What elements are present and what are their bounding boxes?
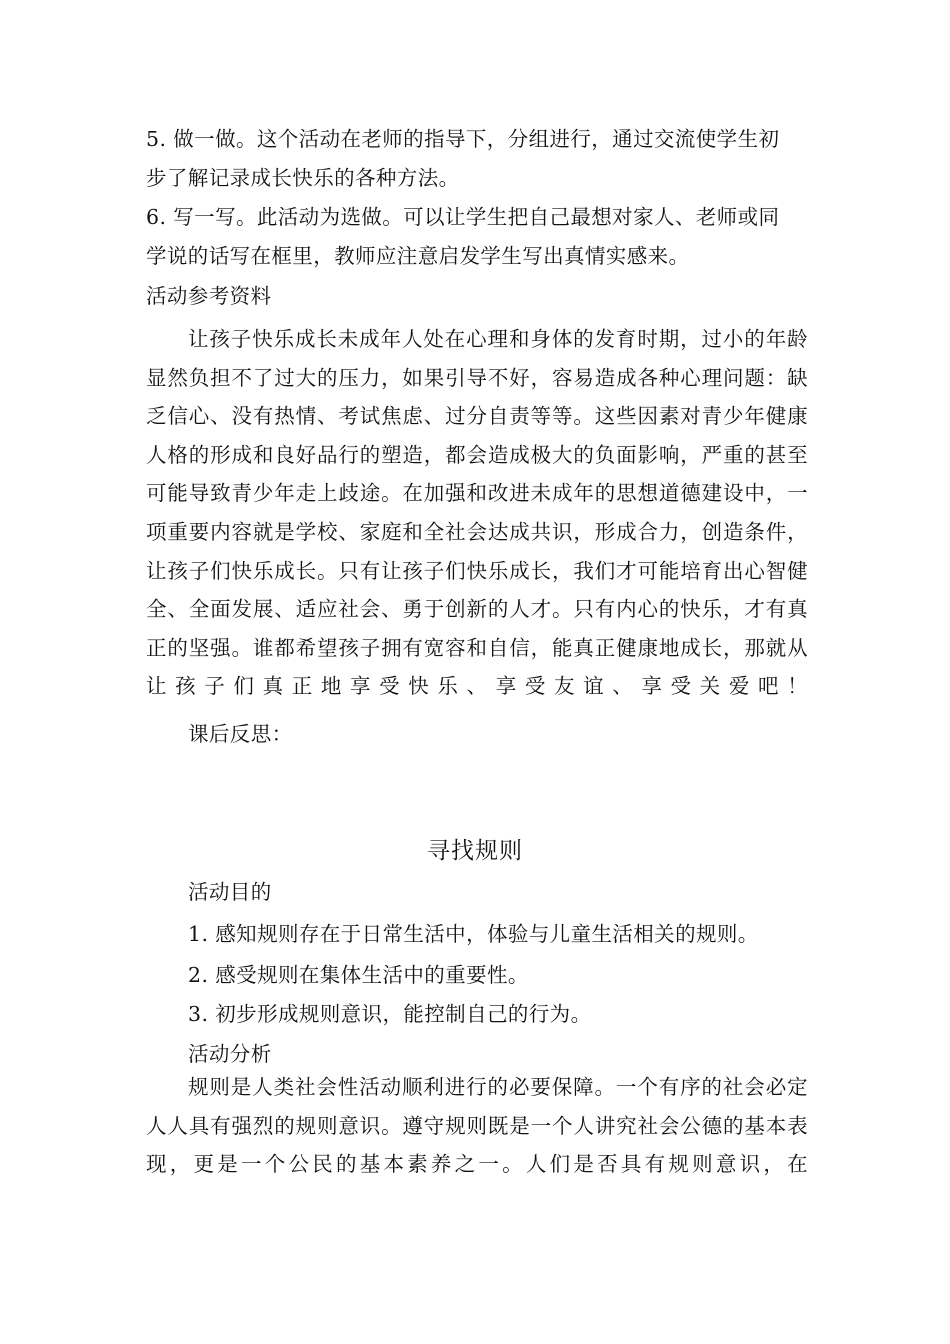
item-6-line-1: 6. 写一写。此活动为选做。可以让学生把自己最想对家人、老师或同 (146, 205, 780, 229)
reference-body: 让孩子快乐成长未成年人处在心理和身体的发育时期，过小的年龄显然负担不了过大的压力，如果引导不好，容易造成各种心理问题：缺乏信心、没有热情、考试焦虑、过分自责等等。这些因素对青少年健康人格的形成和良好品行的塑造，都会造成极大的负面影响，严重的甚至可能导致青少年走上歧途。在加强和改进未成年的思想道德建设中，一项重要内容就是学校、家庭和全社会达成共识，形成合力，创造条件，让孩子们快乐成长。只有让孩子们快乐成长，我们才可能培育出心智健全、全面发展、适应社会、勇于创新的人才。只有内心的快乐，才有真正的坚强。谁都希望孩子拥有宽容和自信，能真正健康地成长，那就从让孩子们真正地享受快乐、享受友谊、享受关爱吧！ (146, 327, 808, 699)
item-6-line-2: 学说的话写在框里，教师应注意启发学生写出真情实感来。 (146, 244, 690, 268)
goal-item-1: 1. 感知规则存在于日常生活中，体验与儿童生活相关的规则。 (188, 922, 759, 946)
section-title: 寻找规则 (427, 838, 523, 864)
item-5-line-2: 步了解记录成长快乐的各种方法。 (146, 166, 460, 190)
item-5-line-1: 5. 做一做。这个活动在老师的指导下，分组进行，通过交流使学生初 (146, 127, 780, 151)
analysis-body: 规则是人类社会性活动顺利进行的必要保障。一个有序的社会必定人人具有强烈的规则意识。遵守规则既是一个人讲究社会公德的基本表现，更是一个公民的基本素养之一。人们是否具有规则意识，在 (146, 1075, 808, 1177)
goal-heading: 活动目的 (188, 880, 272, 904)
goal-item-2: 2. 感受规则在集体生活中的重要性。 (188, 963, 529, 987)
goal-item-3: 3. 初步形成规则意识，能控制自己的行为。 (188, 1002, 592, 1026)
analysis-heading: 活动分析 (188, 1042, 272, 1066)
reflection-label: 课后反思： (188, 722, 293, 746)
reference-heading: 活动参考资料 (146, 284, 272, 308)
